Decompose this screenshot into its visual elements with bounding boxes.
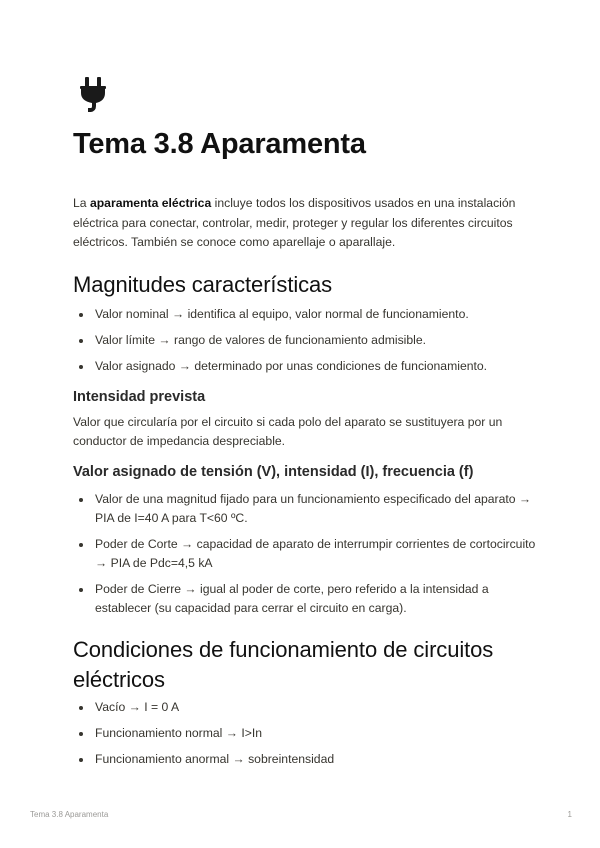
intro-bold-term: aparamenta eléctrica bbox=[89, 196, 212, 210]
intro-paragraph bbox=[73, 194, 543, 253]
list-item-text: Valor límite → rango de valores de funcionamiento admisible. bbox=[95, 333, 427, 347]
list-item bbox=[73, 580, 543, 618]
footer-title: Tema 3.8 Aparamenta bbox=[30, 810, 109, 819]
list-item bbox=[73, 490, 543, 528]
section-heading-magnitudes: Magnitudes características bbox=[73, 272, 333, 297]
intensidad-prevista-text: Valor que circularía por el circuito si cada polo del aparato se sustituyera por un conductor de impedancia despreciable. bbox=[73, 415, 503, 448]
list-item bbox=[73, 698, 543, 717]
intro-prefix: La bbox=[73, 196, 90, 210]
subheading-valor-asignado: Valor asignado de tensión (V), intensidad (I), frecuencia (f) bbox=[73, 464, 474, 480]
list-item bbox=[73, 750, 543, 769]
page-title: Tema 3.8 Aparamenta bbox=[73, 128, 366, 160]
list-item-text: Funcionamiento anormal → sobreintensidad bbox=[95, 752, 335, 766]
list-item bbox=[73, 305, 543, 324]
magnitudes-list bbox=[73, 305, 543, 376]
list-item bbox=[73, 331, 543, 350]
electric-plug-icon bbox=[78, 76, 108, 114]
list-item-text: Funcionamiento normal → I>In bbox=[95, 726, 262, 740]
list-item-text: Vacío → I = 0 A bbox=[95, 700, 180, 714]
list-item bbox=[73, 535, 543, 573]
list-item bbox=[73, 357, 543, 376]
list-item bbox=[73, 724, 543, 743]
valor-asignado-list bbox=[73, 490, 543, 618]
section-heading-condiciones: Condiciones de funcionamiento de circuitos eléctricos bbox=[73, 637, 494, 692]
list-item-text: Valor asignado → determinado por unas condiciones de funcionamiento. bbox=[95, 359, 488, 373]
list-item-text: Poder de Cierre → igual al poder de corte, pero referido a la intensidad a establecer (su capacidad para cerrar el circuito en carga). bbox=[95, 582, 489, 615]
footer-page-number: 1 bbox=[567, 810, 572, 819]
condiciones-list bbox=[73, 698, 543, 769]
list-item-text: Valor de una magnitud fijado para un funcionamiento especificado del aparato → PIA de I=40 A para T<60 ºC. bbox=[95, 492, 532, 525]
list-item-text: Poder de Corte → capacidad de aparato de interrumpir corrientes de cortocircuito → PIA de Pdc=4,5 kA bbox=[95, 537, 536, 570]
subheading-intensidad-prevista: Intensidad prevista bbox=[73, 389, 206, 405]
list-item-text: Valor nominal → identifica al equipo, valor normal de funcionamiento. bbox=[95, 307, 469, 321]
intro-rest: incluye todos los dispositivos usados en una instalación eléctrica para conectar, controlar, medir, proteger y regular los diferentes circuitos eléctricos. También se conoce como aparellaje o aparallaje. bbox=[73, 196, 516, 249]
